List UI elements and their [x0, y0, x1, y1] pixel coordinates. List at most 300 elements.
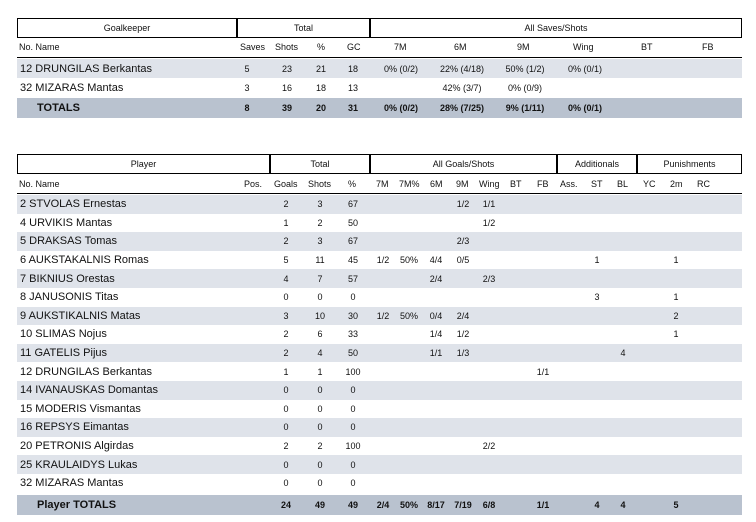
cell-pct: 67 [347, 236, 358, 247]
cell-m6 [425, 214, 447, 233]
cell-m7 [372, 400, 394, 419]
cell-rc [692, 400, 714, 419]
group-total: Total [237, 18, 370, 37]
total-m7pct: 50% [399, 499, 418, 510]
cell-bl [612, 418, 634, 437]
cell-m7 [372, 288, 394, 307]
cell-goals: 0 [283, 422, 289, 433]
cell-ass [555, 474, 579, 493]
cell-m7pct: 50% [399, 255, 418, 266]
hdr-bt: BT [510, 179, 522, 189]
cell-pct: 18 [315, 82, 326, 93]
table-row [17, 78, 742, 97]
cell-fb [532, 400, 554, 419]
cell-bt [505, 232, 527, 251]
cell-yc [638, 307, 660, 326]
cell-fb [532, 455, 554, 474]
cell-pos [240, 325, 268, 344]
cell-goals: 2 [283, 236, 289, 247]
table-row [17, 251, 742, 270]
cell-st [586, 344, 608, 363]
cell-m6 [425, 195, 447, 214]
cell-wing: 2/2 [482, 441, 496, 452]
cell-fb [532, 269, 554, 288]
cell-rc [692, 362, 714, 381]
gk-header-row [17, 40, 742, 54]
cell-st [586, 325, 608, 344]
cell-m9: 1/3 [456, 348, 470, 359]
cell-m9: 2/3 [456, 236, 470, 247]
cell-wing: 0% (0/1) [567, 63, 602, 74]
cell-pos [240, 362, 268, 381]
cell-rc [692, 251, 714, 270]
cell-shots: 2 [317, 441, 323, 452]
cell-pct: 0 [350, 385, 356, 396]
header-underline [17, 193, 742, 194]
cell-pct: 0 [350, 422, 356, 433]
cell-shots: 0 [317, 403, 323, 414]
cell-goals: 4 [283, 273, 289, 284]
player-name: 25 KRAULAIDYS Lukas [20, 458, 138, 471]
cell-fb [532, 474, 554, 493]
cell-shots: 3 [317, 236, 323, 247]
cell-m9 [451, 288, 475, 307]
cell-saves: 5 [244, 63, 250, 74]
cell-wing [477, 325, 501, 344]
hdr-9m: 9M [517, 42, 530, 52]
cell-m7pct [396, 325, 422, 344]
cell-wing [477, 455, 501, 474]
hdr-2m: 2m [670, 179, 683, 189]
cell-fb [532, 232, 554, 251]
table-row [17, 214, 742, 233]
player-name: 15 MODERIS Vismantas [20, 402, 141, 415]
cell-pct: 0 [350, 292, 356, 303]
table-row [17, 232, 742, 251]
total-m7: 2/4 [376, 499, 390, 510]
table-row [17, 474, 742, 493]
cell-st [586, 362, 608, 381]
cell-m7pct [396, 232, 422, 251]
cell-ass [555, 214, 579, 233]
cell-m6: 1/1 [429, 348, 443, 359]
cell-bt [505, 344, 527, 363]
cell-m9: 0/5 [456, 255, 470, 266]
cell-m7 [372, 455, 394, 474]
cell-bl [612, 195, 634, 214]
cell-pos [240, 195, 268, 214]
cell-rc [692, 325, 714, 344]
cell-goals: 2 [283, 329, 289, 340]
player-name: 6 AUKSTAKALNIS Romas [20, 254, 149, 267]
goalkeeper-table [17, 18, 742, 118]
cell-yc [638, 381, 660, 400]
cell-fb [532, 195, 554, 214]
total-yc [638, 495, 660, 515]
cell-m7pct [396, 288, 422, 307]
cell-m7: 1/2 [376, 255, 390, 266]
player-name: 12 DRUNGILAS Berkantas [20, 365, 153, 378]
total-ass [555, 495, 579, 515]
table-row [17, 59, 742, 78]
table-row [17, 344, 742, 363]
total-rc [692, 495, 714, 515]
cell-pos [240, 232, 268, 251]
cell-m9 [451, 269, 475, 288]
hdr-name: No. Name [19, 179, 60, 189]
cell-wing: 2/3 [482, 273, 496, 284]
player-name: 7 BIKNIUS Orestas [20, 272, 115, 285]
total-m9: 7/19 [454, 499, 472, 510]
cell-m7pct [396, 269, 422, 288]
cell-st [586, 195, 608, 214]
cell-rc [692, 418, 714, 437]
cell-bt [505, 269, 527, 288]
group-punishments: Punishments [637, 154, 742, 173]
cell-m2 [665, 232, 687, 251]
cell-rc [692, 288, 714, 307]
cell-m7pct [396, 362, 422, 381]
cell-shots: 16 [281, 82, 292, 93]
cell-pos [240, 307, 268, 326]
cell-ass [555, 232, 579, 251]
group-underline [17, 173, 742, 174]
cell-m2: 2 [673, 310, 679, 321]
cell-ass [555, 288, 579, 307]
cell-m2 [665, 474, 687, 493]
cell-m9 [451, 362, 475, 381]
cell-m2 [665, 400, 687, 419]
player-name: 14 IVANAUSKAS Domantas [20, 384, 158, 397]
cell-yc [638, 195, 660, 214]
cell-goals: 0 [283, 459, 289, 470]
cell-wing [477, 307, 501, 326]
cell-pct: 0 [350, 459, 356, 470]
cell-m6 [425, 381, 447, 400]
cell-m7pct [396, 400, 422, 419]
cell-rc [692, 232, 714, 251]
player-name: 16 REPSYS Eimantas [20, 421, 129, 434]
cell-bl [612, 251, 634, 270]
cell-goals: 1 [283, 217, 289, 228]
cell-yc [638, 344, 660, 363]
cell-pct: 21 [315, 63, 326, 74]
cell-bt [505, 381, 527, 400]
cell-m6 [425, 400, 447, 419]
cell-bt [505, 251, 527, 270]
cell-m9 [451, 214, 475, 233]
cell-m7pct [396, 418, 422, 437]
cell-m2: 1 [673, 292, 679, 303]
cell-ass [555, 269, 579, 288]
cell-st [586, 437, 608, 456]
cell-m2 [665, 214, 687, 233]
cell-pos [240, 214, 268, 233]
cell-bl [612, 400, 634, 419]
cell-yc [638, 437, 660, 456]
cell-st [586, 474, 608, 493]
player-name: 12 DRUNGILAS Berkantas [20, 62, 153, 75]
table-row [17, 269, 742, 288]
cell-gc: 18 [347, 63, 358, 74]
cell-goals: 2 [283, 441, 289, 452]
cell-m9: 1/2 [456, 329, 470, 340]
cell-rc [692, 474, 714, 493]
cell-gc: 13 [347, 82, 358, 93]
pl-header-row [17, 177, 742, 191]
total-wing: 0% (0/1) [567, 103, 602, 113]
cell-shots: 4 [317, 348, 323, 359]
group-goals-shots: All Goals/Shots [370, 154, 557, 173]
cell-m7 [372, 195, 394, 214]
cell-shots: 1 [317, 366, 323, 377]
cell-m7 [372, 437, 394, 456]
hdr-7m: 7M [394, 42, 407, 52]
group-player: Player [17, 154, 270, 173]
cell-bt [505, 288, 527, 307]
cell-shots: 0 [317, 385, 323, 396]
cell-fb [532, 251, 554, 270]
cell-pct: 45 [347, 255, 358, 266]
cell-m9: 2/4 [456, 310, 470, 321]
cell-bt [505, 325, 527, 344]
cell-goals: 5 [283, 255, 289, 266]
total-goals: 24 [280, 499, 291, 510]
cell-shots: 6 [317, 329, 323, 340]
totals-label: TOTALS [37, 102, 80, 114]
table-row [17, 455, 742, 474]
cell-yc [638, 251, 660, 270]
cell-wing [477, 232, 501, 251]
total-fb: 1/1 [536, 499, 550, 510]
cell-bl [612, 381, 634, 400]
cell-m7pct [396, 455, 422, 474]
cell-yc [638, 232, 660, 251]
cell-pos [240, 269, 268, 288]
cell-yc [638, 418, 660, 437]
cell-goals: 0 [283, 385, 289, 396]
hdr-wing: Wing [479, 179, 500, 189]
cell-ass [555, 400, 579, 419]
cell-m6 [425, 474, 447, 493]
totals-row [17, 495, 742, 515]
total-wing: 6/8 [482, 499, 496, 510]
hdr-fb: FB [537, 179, 549, 189]
cell-pos [240, 418, 268, 437]
hdr-pct: % [317, 42, 326, 52]
cell-shots: 0 [317, 292, 323, 303]
cell-m2 [665, 195, 687, 214]
cell-shots: 0 [317, 459, 323, 470]
cell-fb [532, 344, 554, 363]
cell-goals: 3 [283, 310, 289, 321]
cell-rc [692, 195, 714, 214]
cell-shots: 2 [317, 217, 323, 228]
cell-bl [612, 455, 634, 474]
hdr-ass: Ass. [560, 179, 578, 189]
hdr-shots: Shots [308, 179, 332, 189]
cell-wing [557, 78, 613, 97]
cell-wing [477, 474, 501, 493]
cell-m7 [372, 474, 394, 493]
cell-ass [555, 362, 579, 381]
cell-m6: 2/4 [429, 273, 443, 284]
player-name: 9 AUKSTIKALNIS Matas [20, 309, 141, 322]
player-table [17, 154, 742, 516]
cell-bl [612, 288, 634, 307]
group-total: Total [270, 154, 370, 173]
cell-shots: 0 [317, 422, 323, 433]
hdr-7m: 7M [376, 179, 389, 189]
table-row [17, 362, 742, 381]
cell-m6 [425, 362, 447, 381]
hdr-shots: Shots [275, 42, 299, 52]
cell-m9 [451, 474, 475, 493]
cell-m9: 0% (0/9) [507, 82, 542, 93]
cell-goals: 0 [283, 478, 289, 489]
cell-ass [555, 381, 579, 400]
total-m2: 5 [673, 499, 679, 510]
cell-pct: 100 [345, 441, 361, 452]
cell-m9 [451, 418, 475, 437]
cell-m2 [665, 344, 687, 363]
cell-bt [505, 214, 527, 233]
hdr-saves: Saves [240, 42, 266, 52]
cell-pct: 50 [347, 217, 358, 228]
cell-ass [555, 418, 579, 437]
cell-goals: 1 [283, 366, 289, 377]
player-name: 4 URVIKIS Mantas [20, 216, 113, 229]
cell-m2: 1 [673, 255, 679, 266]
player-name: 5 DRAKSAS Tomas [20, 235, 118, 248]
cell-bt [505, 455, 527, 474]
player-name: 11 GATELIS Pijus [20, 347, 108, 360]
total-gc: 31 [347, 103, 358, 113]
cell-yc [638, 362, 660, 381]
hdr-6m: 6M [454, 42, 467, 52]
cell-m7pct [396, 437, 422, 456]
cell-pct: 57 [347, 273, 358, 284]
total-st: 4 [594, 499, 600, 510]
group-additionals: Additionals [557, 154, 637, 173]
cell-st [586, 269, 608, 288]
cell-m7 [372, 232, 394, 251]
cell-bt [627, 78, 667, 97]
cell-pos [240, 400, 268, 419]
cell-m7 [372, 269, 394, 288]
cell-pos [240, 344, 268, 363]
table-row [17, 195, 742, 214]
cell-bt [505, 195, 527, 214]
cell-yc [638, 455, 660, 474]
cell-m7 [372, 214, 394, 233]
cell-fb [532, 214, 554, 233]
cell-bl [612, 214, 634, 233]
cell-shots: 3 [317, 199, 323, 210]
table-row [17, 400, 742, 419]
cell-m6 [425, 418, 447, 437]
cell-pct: 0 [350, 403, 356, 414]
cell-st [586, 418, 608, 437]
cell-m7pct: 50% [399, 310, 418, 321]
total-m6: 8/17 [427, 499, 445, 510]
cell-pos [240, 251, 268, 270]
player-name: 20 PETRONIS Algirdas [20, 440, 134, 453]
totals-label: Player TOTALS [37, 498, 117, 511]
group-underline [17, 37, 742, 38]
table-row [17, 418, 742, 437]
cell-ass [555, 251, 579, 270]
cell-st [586, 455, 608, 474]
cell-ass [555, 195, 579, 214]
total-m6: 28% (7/25) [439, 103, 485, 113]
cell-rc [692, 344, 714, 363]
player-name: 2 STVOLAS Ernestas [20, 198, 127, 211]
cell-pct: 100 [345, 366, 361, 377]
cell-fb [532, 307, 554, 326]
cell-fb [532, 288, 554, 307]
total-bt [505, 495, 527, 515]
total-shots: 39 [281, 103, 292, 113]
cell-st: 3 [594, 292, 600, 303]
cell-yc [638, 325, 660, 344]
player-name: 10 SLIMAS Nojus [20, 328, 107, 341]
cell-m6 [425, 455, 447, 474]
cell-m6 [425, 437, 447, 456]
cell-wing [477, 288, 501, 307]
cell-m2 [665, 437, 687, 456]
hdr-rc: RC [697, 179, 710, 189]
hdr-gc: GC [347, 42, 361, 52]
hdr-7m-pct: 7M% [399, 179, 420, 189]
hdr-name: No. Name [19, 42, 60, 52]
hdr-6m: 6M [430, 179, 443, 189]
cell-st: 1 [594, 255, 600, 266]
cell-bt [505, 437, 527, 456]
cell-rc [692, 269, 714, 288]
cell-pos [240, 455, 268, 474]
cell-fb [532, 418, 554, 437]
cell-bl [612, 474, 634, 493]
totals-row [17, 98, 742, 118]
cell-bl [612, 269, 634, 288]
cell-rc [692, 307, 714, 326]
cell-m7 [372, 381, 394, 400]
player-name: 8 JANUSONIS Titas [20, 291, 119, 304]
total-pos [240, 495, 268, 515]
hdr-wing: Wing [573, 42, 594, 52]
hdr-st: ST [591, 179, 603, 189]
cell-m2 [665, 362, 687, 381]
total-shots: 49 [314, 499, 325, 510]
total-pct: 20 [315, 103, 326, 113]
cell-m7pct [396, 474, 422, 493]
cell-m7: 1/2 [376, 310, 390, 321]
hdr-yc: YC [643, 179, 656, 189]
cell-bl: 4 [620, 348, 626, 359]
cell-bt [505, 400, 527, 419]
cell-bl [612, 362, 634, 381]
cell-pos [240, 474, 268, 493]
cell-m9 [451, 381, 475, 400]
cell-pos [240, 437, 268, 456]
cell-bt [505, 418, 527, 437]
player-name: 32 MIZARAS Mantas [20, 477, 124, 490]
cell-bl [612, 232, 634, 251]
cell-ass [555, 307, 579, 326]
cell-yc [638, 269, 660, 288]
cell-goals: 2 [283, 348, 289, 359]
